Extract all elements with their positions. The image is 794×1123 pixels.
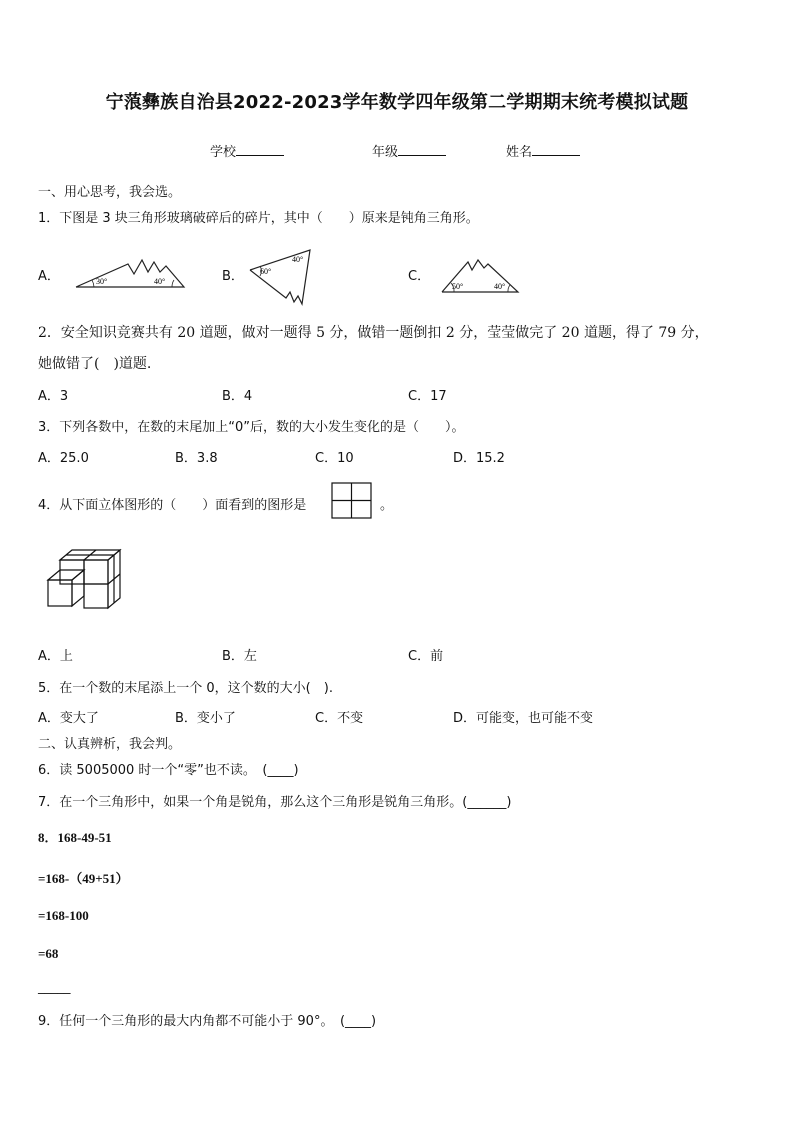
q8-line-1: 8．168-49-51 [38, 830, 112, 845]
q2-option-a: A．3 [38, 389, 69, 404]
question-1-text: 1．下图是 3 块三角形玻璃破碎后的碎片，其中（ ）原来是钝角三角形。 [38, 211, 479, 226]
q8-line-3: =168-100 [38, 908, 89, 923]
q4-option-c: C．前 [408, 649, 444, 664]
q5-option-d: D．可能变，也可能不变 [453, 711, 594, 726]
q5-option-b: B．变小了 [175, 711, 236, 726]
q2-option-c: C．17 [408, 389, 447, 404]
q5-option-a: A．变大了 [38, 711, 99, 726]
name-label: 姓名 [506, 145, 533, 160]
question-7-text: 7．在一个三角形中，如果一个角是锐角，那么这个三角形是锐角三角形。(______) [38, 795, 512, 810]
q5-option-c: C．不变 [315, 711, 364, 726]
q3-option-b: B．3.8 [175, 451, 218, 466]
q1-angle-b-left: 60° [260, 267, 272, 276]
q2-option-b: B．4 [222, 389, 253, 404]
q1-triangle-c-figure [438, 252, 522, 296]
q1-angle-a-right: 40° [154, 277, 166, 286]
q3-option-a: A．25.0 [38, 451, 89, 466]
q4-option-a: A．上 [38, 649, 73, 664]
q3-option-c: C．10 [315, 451, 354, 466]
q3-option-d: D．15.2 [453, 451, 505, 466]
question-9-text: 9．任何一个三角形的最大内角都不可能小于 90°。 (____) [38, 1014, 377, 1029]
q1-triangle-a-figure [72, 252, 188, 294]
grade-label: 年级 [372, 145, 399, 160]
grade-field [372, 141, 446, 160]
q4-cube-solid-figure [40, 546, 126, 624]
school-label: 学校 [210, 145, 237, 160]
school-field [210, 141, 284, 160]
name-field [506, 141, 580, 160]
question-3-text: 3．下列各数中，在数的末尾加上“0”后，数的大小发生变化的是（ ）。 [38, 420, 465, 435]
q1-angle-b-top: 40° [292, 255, 304, 264]
question-4-text: 4．从下面立体图形的（ ）面看到的图形是 [38, 498, 307, 513]
q1-option-c-label: C． [408, 269, 431, 284]
q1-option-b-label: B． [222, 269, 244, 284]
q1-angle-a-left: 30° [96, 277, 108, 286]
q1-angle-c-right: 40° [494, 282, 506, 291]
q8-line-2: =168-（49+51） [38, 871, 129, 886]
school-blank [236, 143, 284, 156]
q4-option-b: B．左 [222, 649, 257, 664]
q1-triangle-b-figure [246, 246, 314, 310]
q1-option-a-label: A． [38, 269, 60, 284]
page-title: 宁蒗彝族自治县2022-2023学年数学四年级第二学期期末统考模拟试题 [105, 92, 689, 113]
question-2-line-2: 她做错了( )道题. [38, 356, 152, 372]
question-6-text: 6．读 5005000 时一个“零”也不读。 (____) [38, 763, 299, 778]
q1-angle-c-left: 50° [452, 282, 464, 291]
q4-grid-view-figure [331, 482, 373, 520]
q8-line-4: =68 [38, 946, 59, 961]
question-2-line-1: 2．安全知识竞赛共有 20 道题，做对一题得 5 分，做错一题倒扣 2 分，莹莹做完了 20 道题，得了 79 分， [38, 325, 709, 341]
name-blank [532, 143, 580, 156]
section-2-heading: 二、认真辨析，我会判。 [38, 737, 182, 752]
question-5-text: 5．在一个数的末尾添上一个 0，这个数的大小( ). [38, 681, 333, 696]
section-1-heading: 一、用心思考，我会选。 [38, 185, 182, 200]
grade-blank [398, 143, 446, 156]
question-4-end: 。 [380, 498, 394, 513]
q8-answer-blank: _____ [38, 980, 71, 995]
